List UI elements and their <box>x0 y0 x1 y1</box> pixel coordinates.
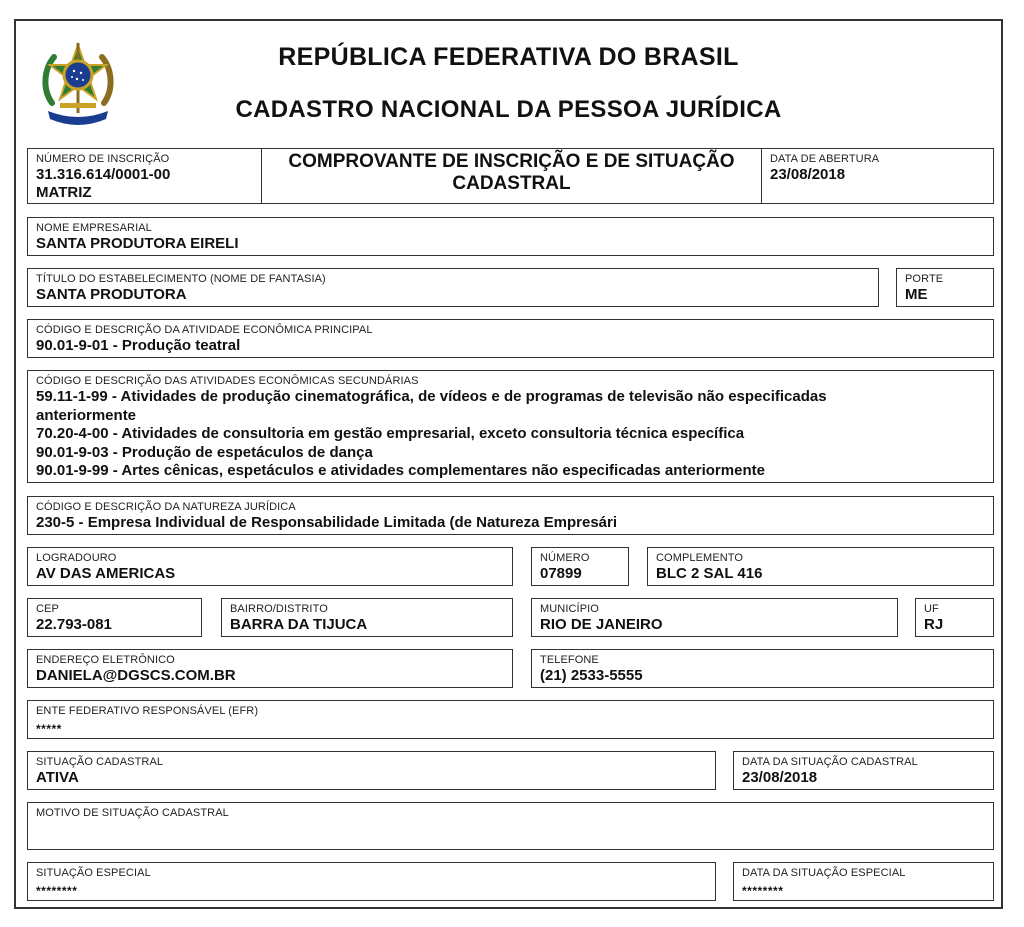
telefone-value: (21) 2533-5555 <box>540 667 643 684</box>
atividade-secundaria-line: 90.01-9-99 - Artes cênicas, espetáculos e atividades complementares não especificadas anteriormente <box>36 462 765 479</box>
comprovante-box <box>261 148 762 204</box>
data-situacao-especial-value: ******** <box>742 884 784 898</box>
motivo-box <box>27 802 994 850</box>
republica-title: REPÚBLICA FEDERATIVA DO BRASIL <box>278 43 739 71</box>
motivo-label: MOTIVO DE SITUAÇÃO CADASTRAL <box>36 807 229 819</box>
cep-value: 22.793-081 <box>36 616 112 633</box>
nome-empresarial-value: SANTA PRODUTORA EIRELI <box>36 235 239 252</box>
situacao-box <box>27 751 716 790</box>
inscricao-label: NÚMERO DE INSCRIÇÃO <box>36 153 170 165</box>
uf-value: RJ <box>924 616 944 633</box>
natureza-juridica-label: CÓDIGO E DESCRIÇÃO DA NATUREZA JURÍDICA <box>36 501 296 513</box>
atividades-secundarias-box <box>27 370 994 483</box>
municipio-box <box>531 598 898 637</box>
uf-box <box>915 598 994 637</box>
porte-value: ME <box>905 286 928 303</box>
natureza-juridica-box <box>27 496 994 535</box>
efr-box <box>27 700 994 739</box>
uf-label: UF <box>924 603 939 615</box>
data-situacao-box <box>733 751 994 790</box>
data-situacao-especial-label: DATA DA SITUAÇÃO ESPECIAL <box>742 867 906 879</box>
email-box <box>27 649 513 688</box>
situacao-label: SITUAÇÃO CADASTRAL <box>36 756 164 768</box>
titulo-value: SANTA PRODUTORA <box>36 286 187 303</box>
atividades-secundarias-label: CÓDIGO E DESCRIÇÃO DAS ATIVIDADES ECONÔMICAS SECUNDÁRIAS <box>36 375 419 387</box>
data-situacao-label: DATA DA SITUAÇÃO CADASTRAL <box>742 756 918 768</box>
data-situacao-value: 23/08/2018 <box>742 769 818 786</box>
inscricao-box <box>27 148 262 204</box>
numero-box <box>531 547 629 586</box>
atividade-secundaria-line: 59.11-1-99 - Atividades de produção cinematográfica, de vídeos e de programas de televisão não especificadas <box>36 388 827 405</box>
email-value: DANIELA@DGSCS.COM.BR <box>36 667 236 684</box>
efr-label: ENTE FEDERATIVO RESPONSÁVEL (EFR) <box>36 705 259 717</box>
data-situacao-especial-box <box>733 862 994 901</box>
numero-value: 07899 <box>540 565 582 582</box>
telefone-label: TELEFONE <box>540 654 599 666</box>
nome-empresarial-label: NOME EMPRESARIAL <box>36 222 152 234</box>
bairro-label: BAIRRO/DISTRITO <box>230 603 328 615</box>
logradouro-box <box>27 547 513 586</box>
atividade-secundaria-line: anteriormente <box>36 406 137 424</box>
nome-empresarial-box <box>27 217 994 256</box>
inscricao-numero: 31.316.614/0001-00 <box>36 166 171 183</box>
abertura-box <box>761 148 994 204</box>
atividade-principal-value: 90.01-9-01 - Produção teatral <box>36 337 241 354</box>
titulo-box <box>27 268 879 307</box>
porte-label: PORTE <box>905 273 944 285</box>
abertura-label: DATA DE ABERTURA <box>770 153 880 165</box>
bairro-box <box>221 598 513 637</box>
porte-box <box>896 268 994 307</box>
complemento-box <box>647 547 994 586</box>
logradouro-label: LOGRADOURO <box>36 552 117 564</box>
abertura-value: 23/08/2018 <box>770 166 846 183</box>
atividade-secundaria-line: 70.20-4-00 - Atividades de consultoria em gestão empresarial, exceto consultoria técnica específica <box>36 425 745 442</box>
bairro-value: BARRA DA TIJUCA <box>230 616 368 633</box>
logradouro-value: AV DAS AMERICAS <box>36 565 176 582</box>
inscricao-tipo: MATRIZ <box>36 184 92 201</box>
municipio-label: MUNICÍPIO <box>540 603 599 615</box>
comprovante-line1: COMPROVANTE DE INSCRIÇÃO E DE SITUAÇÃO <box>288 151 735 172</box>
atividade-secundaria-line: 90.01-9-03 - Produção de espetáculos de dança <box>36 443 373 461</box>
cadastro-title: CADASTRO NACIONAL DA PESSOA JURÍDICA <box>235 96 782 123</box>
titulo-label: TÍTULO DO ESTABELECIMENTO (NOME DE FANTASIA) <box>36 273 326 285</box>
cnpj-document <box>14 19 1003 909</box>
complemento-label: COMPLEMENTO <box>656 552 744 564</box>
cep-box <box>27 598 202 637</box>
comprovante-title <box>262 151 761 195</box>
situacao-especial-label: SITUAÇÃO ESPECIAL <box>36 867 151 879</box>
atividade-principal-box <box>27 319 994 358</box>
efr-value: ***** <box>36 722 62 736</box>
numero-label: NÚMERO <box>540 552 590 564</box>
situacao-especial-value: ******** <box>36 884 78 898</box>
municipio-value: RIO DE JANEIRO <box>540 616 663 633</box>
natureza-juridica-value: 230-5 - Empresa Individual de Responsabilidade Limitada (de Natureza Empresári <box>36 514 618 531</box>
complemento-value: BLC 2 SAL 416 <box>656 565 763 582</box>
situacao-value: ATIVA <box>36 769 79 786</box>
comprovante-line2: CADASTRAL <box>452 173 571 194</box>
situacao-especial-box <box>27 862 716 901</box>
atividades-secundarias-list <box>36 388 985 481</box>
email-label: ENDEREÇO ELETRÔNICO <box>36 654 175 666</box>
telefone-box <box>531 649 994 688</box>
atividade-principal-label: CÓDIGO E DESCRIÇÃO DA ATIVIDADE ECONÔMICA PRINCIPAL <box>36 324 373 336</box>
cep-label: CEP <box>36 603 59 615</box>
